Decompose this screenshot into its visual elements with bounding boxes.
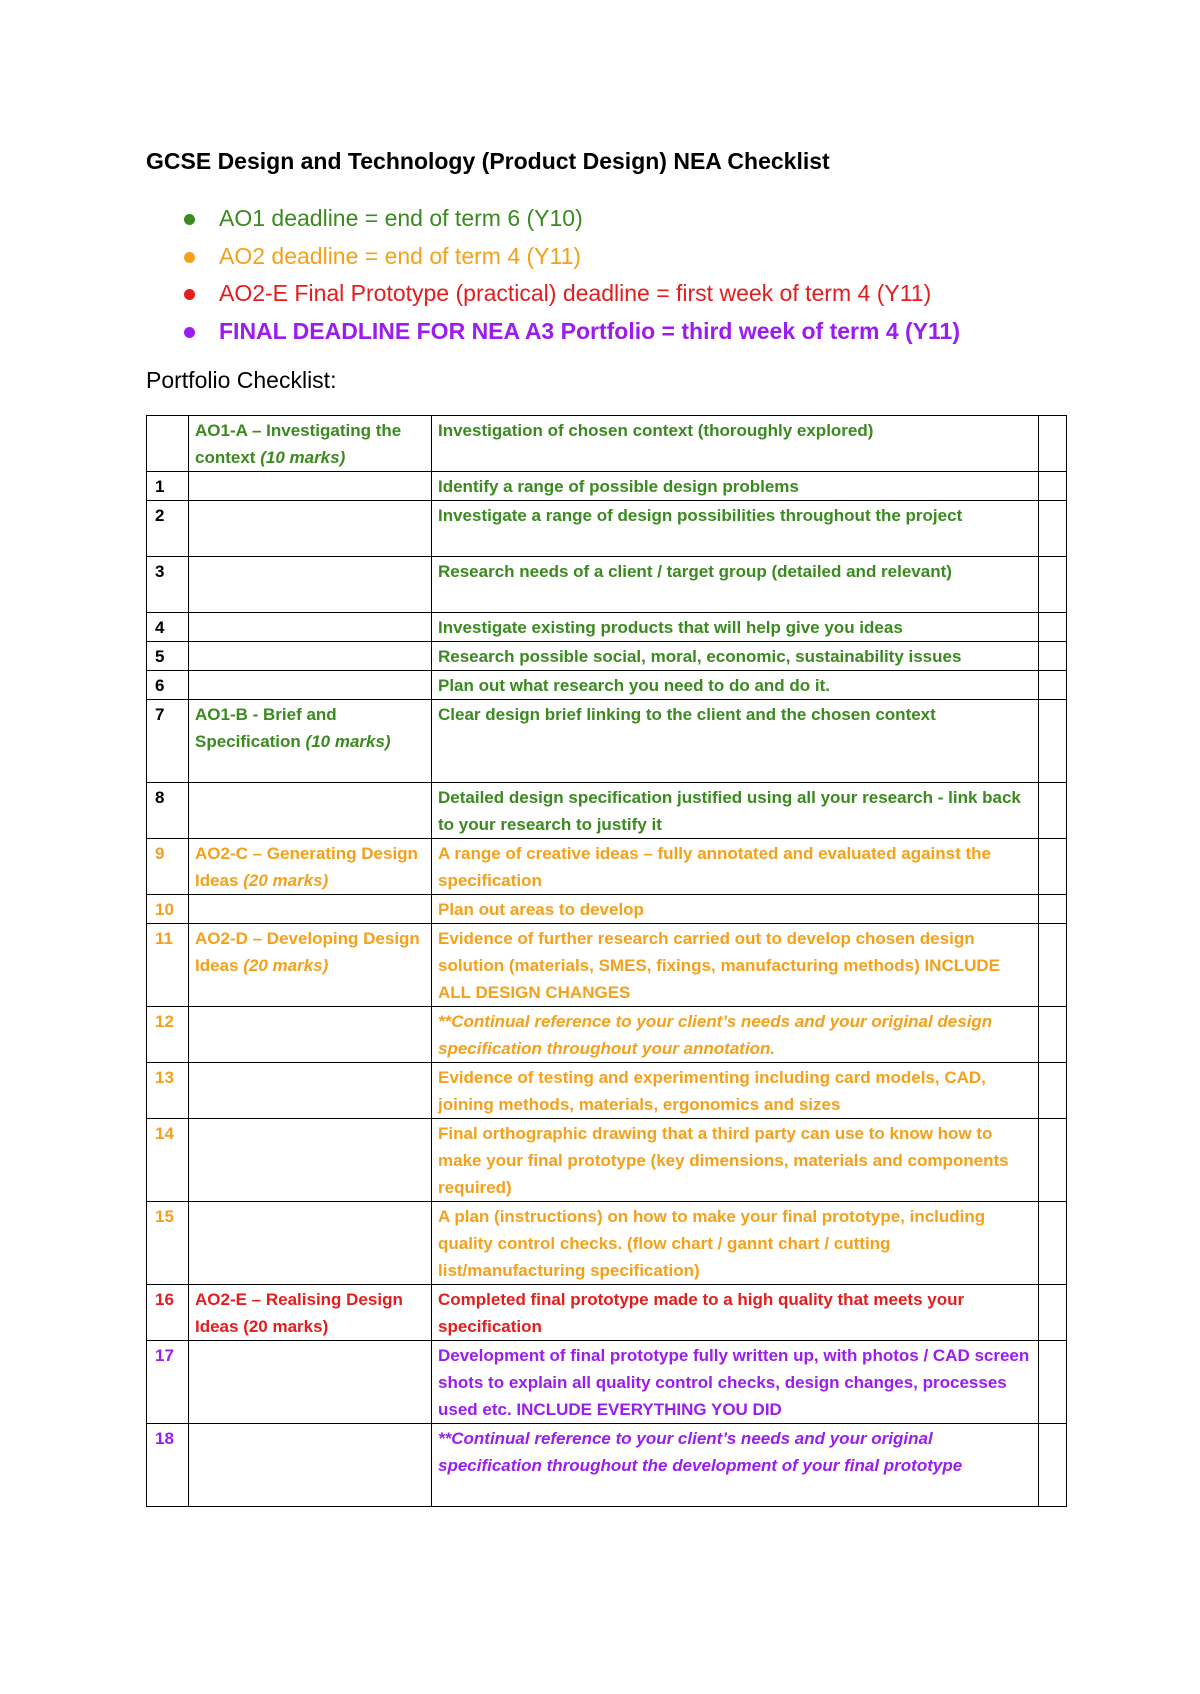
task-description: Plan out areas to develop xyxy=(432,895,1039,924)
section-title: AO2-C – Generating Design Ideas xyxy=(195,844,418,890)
assessment-section xyxy=(189,416,432,472)
deadline-text: FINAL DEADLINE FOR NEA A3 Portfolio = third week of term 4 (Y11) xyxy=(219,317,960,344)
tick-box-cell[interactable] xyxy=(1039,1341,1067,1424)
tick-box-cell[interactable] xyxy=(1039,700,1067,783)
task-description: A plan (instructions) on how to make your final prototype, including quality control checks. (flow chart / gannt chart / cutting list/manufacturing specification) xyxy=(432,1202,1039,1285)
tick-box-cell[interactable] xyxy=(1039,1119,1067,1202)
table-row xyxy=(147,1341,1067,1424)
assessment-section xyxy=(189,839,432,895)
assessment-section xyxy=(189,1285,432,1341)
task-description: Investigate a range of design possibilities throughout the project xyxy=(432,501,1039,557)
task-description: Investigate existing products that will help give you ideas xyxy=(432,613,1039,642)
table-row xyxy=(147,1424,1067,1507)
portfolio-checklist-label: Portfolio Checklist: xyxy=(146,367,337,393)
table-row xyxy=(147,613,1067,642)
assessment-section xyxy=(189,1341,432,1424)
assessment-section xyxy=(189,671,432,700)
assessment-section xyxy=(189,613,432,642)
task-description: Investigation of chosen context (thoroughly explored) xyxy=(432,416,1039,472)
row-number: 14 xyxy=(147,1119,189,1202)
section-marks: (10 marks) xyxy=(260,448,346,467)
tick-box-cell[interactable] xyxy=(1039,895,1067,924)
row-number: 16 xyxy=(147,1285,189,1341)
table-row xyxy=(147,671,1067,700)
task-description: Completed final prototype made to a high quality that meets your specification xyxy=(432,1285,1039,1341)
checklist-table xyxy=(146,415,1067,1507)
row-number: 13 xyxy=(147,1063,189,1119)
row-number: 12 xyxy=(147,1007,189,1063)
section-title: AO1-B - Brief and Specification xyxy=(195,705,337,751)
task-description: Detailed design specification justified using all your research - link back to your research to justify it xyxy=(432,783,1039,839)
assessment-section xyxy=(189,783,432,839)
row-number: 9 xyxy=(147,839,189,895)
bullet-icon xyxy=(184,252,195,263)
section-marks: (10 marks) xyxy=(305,732,391,751)
row-number: 17 xyxy=(147,1341,189,1424)
row-number: 10 xyxy=(147,895,189,924)
task-description: Final orthographic drawing that a third party can use to know how to make your final prototype (key dimensions, materials and components required) xyxy=(432,1119,1039,1202)
assessment-section xyxy=(189,557,432,613)
table-row xyxy=(147,472,1067,501)
table-row xyxy=(147,1007,1067,1063)
assessment-section xyxy=(189,472,432,501)
row-number: 3 xyxy=(147,557,189,613)
tick-box-cell[interactable] xyxy=(1039,416,1067,472)
page-title: GCSE Design and Technology (Product Design) NEA Checklist xyxy=(146,148,830,174)
deadline-text: AO1 deadline = end of term 6 (Y10) xyxy=(219,205,583,231)
row-number: 6 xyxy=(147,671,189,700)
assessment-section xyxy=(189,1202,432,1285)
table-row xyxy=(147,642,1067,671)
table-row xyxy=(147,501,1067,557)
row-number: 8 xyxy=(147,783,189,839)
section-title: AO2-E – Realising Design Ideas (20 marks) xyxy=(195,1290,403,1336)
table-row xyxy=(147,1202,1067,1285)
task-description: A range of creative ideas – fully annotated and evaluated against the specification xyxy=(432,839,1039,895)
table-row xyxy=(147,416,1067,472)
assessment-section xyxy=(189,700,432,783)
row-number: 18 xyxy=(147,1424,189,1507)
tick-box-cell[interactable] xyxy=(1039,924,1067,1007)
assessment-section xyxy=(189,1063,432,1119)
task-description: Identify a range of possible design problems xyxy=(432,472,1039,501)
bullet-icon xyxy=(184,289,195,300)
tick-box-cell[interactable] xyxy=(1039,1202,1067,1285)
section-title: AO2-D – Developing Design Ideas xyxy=(195,929,420,975)
table-row xyxy=(147,700,1067,783)
tick-box-cell[interactable] xyxy=(1039,1285,1067,1341)
row-number: 7 xyxy=(147,700,189,783)
table-row xyxy=(147,783,1067,839)
table-row xyxy=(147,924,1067,1007)
assessment-section xyxy=(189,1424,432,1507)
task-description: Development of final prototype fully written up, with photos / CAD screen shots to explain all quality control checks, design changes, processes used etc. INCLUDE EVERYTHING YOU DID xyxy=(432,1341,1039,1424)
deadline-list xyxy=(184,200,960,350)
row-number: 4 xyxy=(147,613,189,642)
table-row xyxy=(147,1063,1067,1119)
table-row xyxy=(147,1119,1067,1202)
task-description: **Continual reference to your client’s needs and your original specification throughout the development of your final prototype xyxy=(432,1424,1039,1507)
tick-box-cell[interactable] xyxy=(1039,501,1067,557)
section-marks: (20 marks) xyxy=(243,956,329,975)
task-description: Evidence of further research carried out to develop chosen design solution (materials, SMES, fixings, manufacturing methods) INCLUDE ALL DESIGN CHANGES xyxy=(432,924,1039,1007)
table-row xyxy=(147,839,1067,895)
bullet-icon xyxy=(184,214,195,225)
deadline-text: AO2-E Final Prototype (practical) deadline = first week of term 4 (Y11) xyxy=(219,280,932,306)
table-row xyxy=(147,1285,1067,1341)
row-number: 5 xyxy=(147,642,189,671)
deadline-item-ao2 xyxy=(184,238,960,276)
row-number: 11 xyxy=(147,924,189,1007)
tick-box-cell[interactable] xyxy=(1039,1424,1067,1507)
section-marks: (20 marks) xyxy=(243,871,329,890)
tick-box-cell[interactable] xyxy=(1039,1007,1067,1063)
assessment-section xyxy=(189,924,432,1007)
deadline-item-final xyxy=(184,313,960,351)
tick-box-cell[interactable] xyxy=(1039,839,1067,895)
assessment-section xyxy=(189,895,432,924)
section-title: AO1-A – Investigating the context xyxy=(195,421,402,467)
task-description: **Continual reference to your client’s needs and your original design specification throughout your annotation. xyxy=(432,1007,1039,1063)
tick-box-cell[interactable] xyxy=(1039,671,1067,700)
task-description: Plan out what research you need to do and do it. xyxy=(432,671,1039,700)
tick-box-cell[interactable] xyxy=(1039,472,1067,501)
row-number: 2 xyxy=(147,501,189,557)
assessment-section xyxy=(189,642,432,671)
assessment-section xyxy=(189,1007,432,1063)
row-number xyxy=(147,416,189,472)
assessment-section xyxy=(189,1119,432,1202)
task-description: Research possible social, moral, economic, sustainability issues xyxy=(432,642,1039,671)
table-row xyxy=(147,557,1067,613)
tick-box-cell[interactable] xyxy=(1039,613,1067,642)
task-description: Evidence of testing and experimenting including card models, CAD, joining methods, materials, ergonomics and sizes xyxy=(432,1063,1039,1119)
table-row xyxy=(147,895,1067,924)
task-description: Clear design brief linking to the client and the chosen context xyxy=(432,700,1039,783)
row-number: 15 xyxy=(147,1202,189,1285)
bullet-icon xyxy=(184,327,195,338)
checklist-body xyxy=(147,416,1067,1507)
tick-box-cell[interactable] xyxy=(1039,1063,1067,1119)
tick-box-cell[interactable] xyxy=(1039,642,1067,671)
tick-box-cell[interactable] xyxy=(1039,557,1067,613)
deadline-text: AO2 deadline = end of term 4 (Y11) xyxy=(219,242,582,269)
deadline-item-ao1 xyxy=(184,200,960,238)
task-description: Research needs of a client / target group (detailed and relevant) xyxy=(432,557,1039,613)
row-number: 1 xyxy=(147,472,189,501)
assessment-section xyxy=(189,501,432,557)
tick-box-cell[interactable] xyxy=(1039,783,1067,839)
deadline-item-ao2e xyxy=(184,275,960,313)
